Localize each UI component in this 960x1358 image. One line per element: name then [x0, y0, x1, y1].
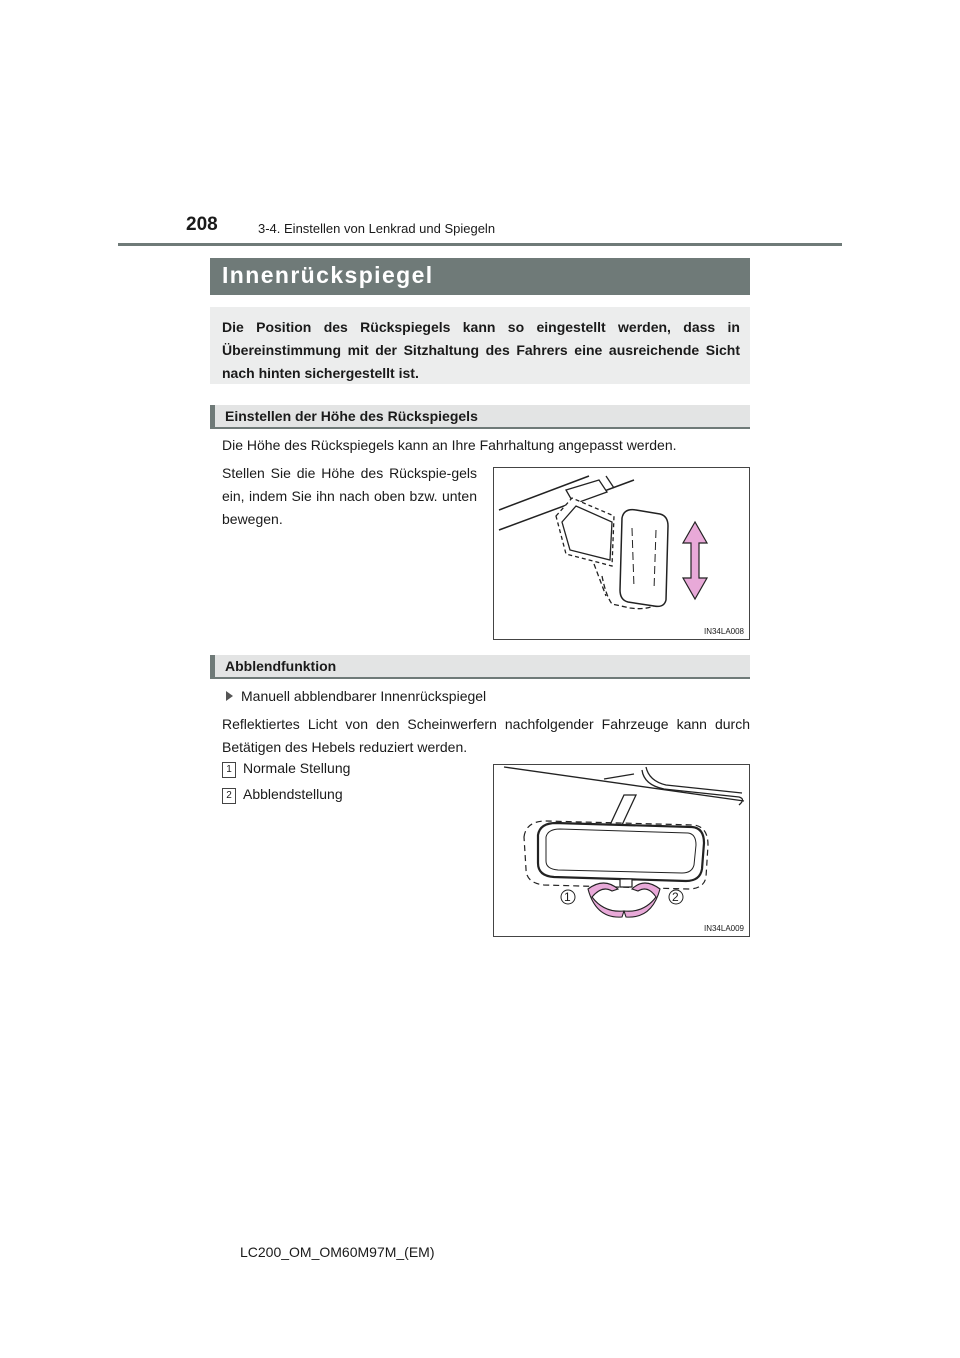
intro-box: Die Position des Rückspiegels kann so eingestellt werden, dass in Übereinstimmung mit der Sitzhaltung des Fahrers eine ausreichende Sicht nach hinten sichergestellt ist.: [210, 307, 750, 384]
height-intro-text: Die Höhe des Rückspiegels kann an Ihre Fahrhaltung angepasst werden.: [222, 437, 677, 453]
legend-number: 1: [222, 762, 236, 778]
mirror-dimming-figure: [493, 764, 750, 937]
mirror-height-illustration: [494, 468, 749, 639]
legend-number: 2: [222, 788, 236, 804]
subheading-height-adjust: Einstellen der Höhe des Rückspiegels: [210, 405, 750, 429]
mirror-dimming-illustration: [494, 765, 749, 936]
mirror-height-figure: [493, 467, 750, 640]
page-title: Innenrückspiegel: [210, 258, 750, 295]
bullet-item: [226, 685, 746, 708]
legend-label: Abblendstellung: [243, 786, 343, 802]
dimming-description: Reflektiertes Licht von den Scheinwerfern nachfolgender Fahrzeuge kann durch Betätigen des Hebels reduziert werden.: [222, 716, 750, 755]
legend-label: Normale Stellung: [243, 760, 351, 776]
lever-arrow-right-icon: [624, 883, 660, 917]
figure-code: IN34LA008: [703, 627, 744, 636]
legend-item: [222, 786, 343, 804]
height-instruction-text: Stellen Sie die Höhe des Rückspie-gels ein, indem Sie ihn nach oben bzw. unten bewegen.: [222, 465, 477, 527]
figure-callout-2: 2: [672, 890, 679, 904]
page-number: 208: [186, 214, 218, 235]
up-down-arrow-icon: [683, 522, 707, 599]
bullet-text: Manuell abblendbarer Innenrückspiegel: [241, 688, 487, 704]
legend-item: [222, 760, 350, 778]
subheading-dimming: Abblendfunktion: [210, 655, 750, 679]
bullet-triangle-icon: [226, 691, 233, 701]
figure-code: IN34LA009: [703, 924, 744, 933]
header-divider: [118, 243, 842, 246]
section-header: 3-4. Einstellen von Lenkrad und Spiegeln: [258, 221, 496, 236]
footer-code: LC200_OM_OM60M97M_(EM): [240, 1244, 435, 1260]
lever-arrow-left-icon: [588, 883, 624, 917]
figure-callout-1: 1: [564, 890, 571, 904]
